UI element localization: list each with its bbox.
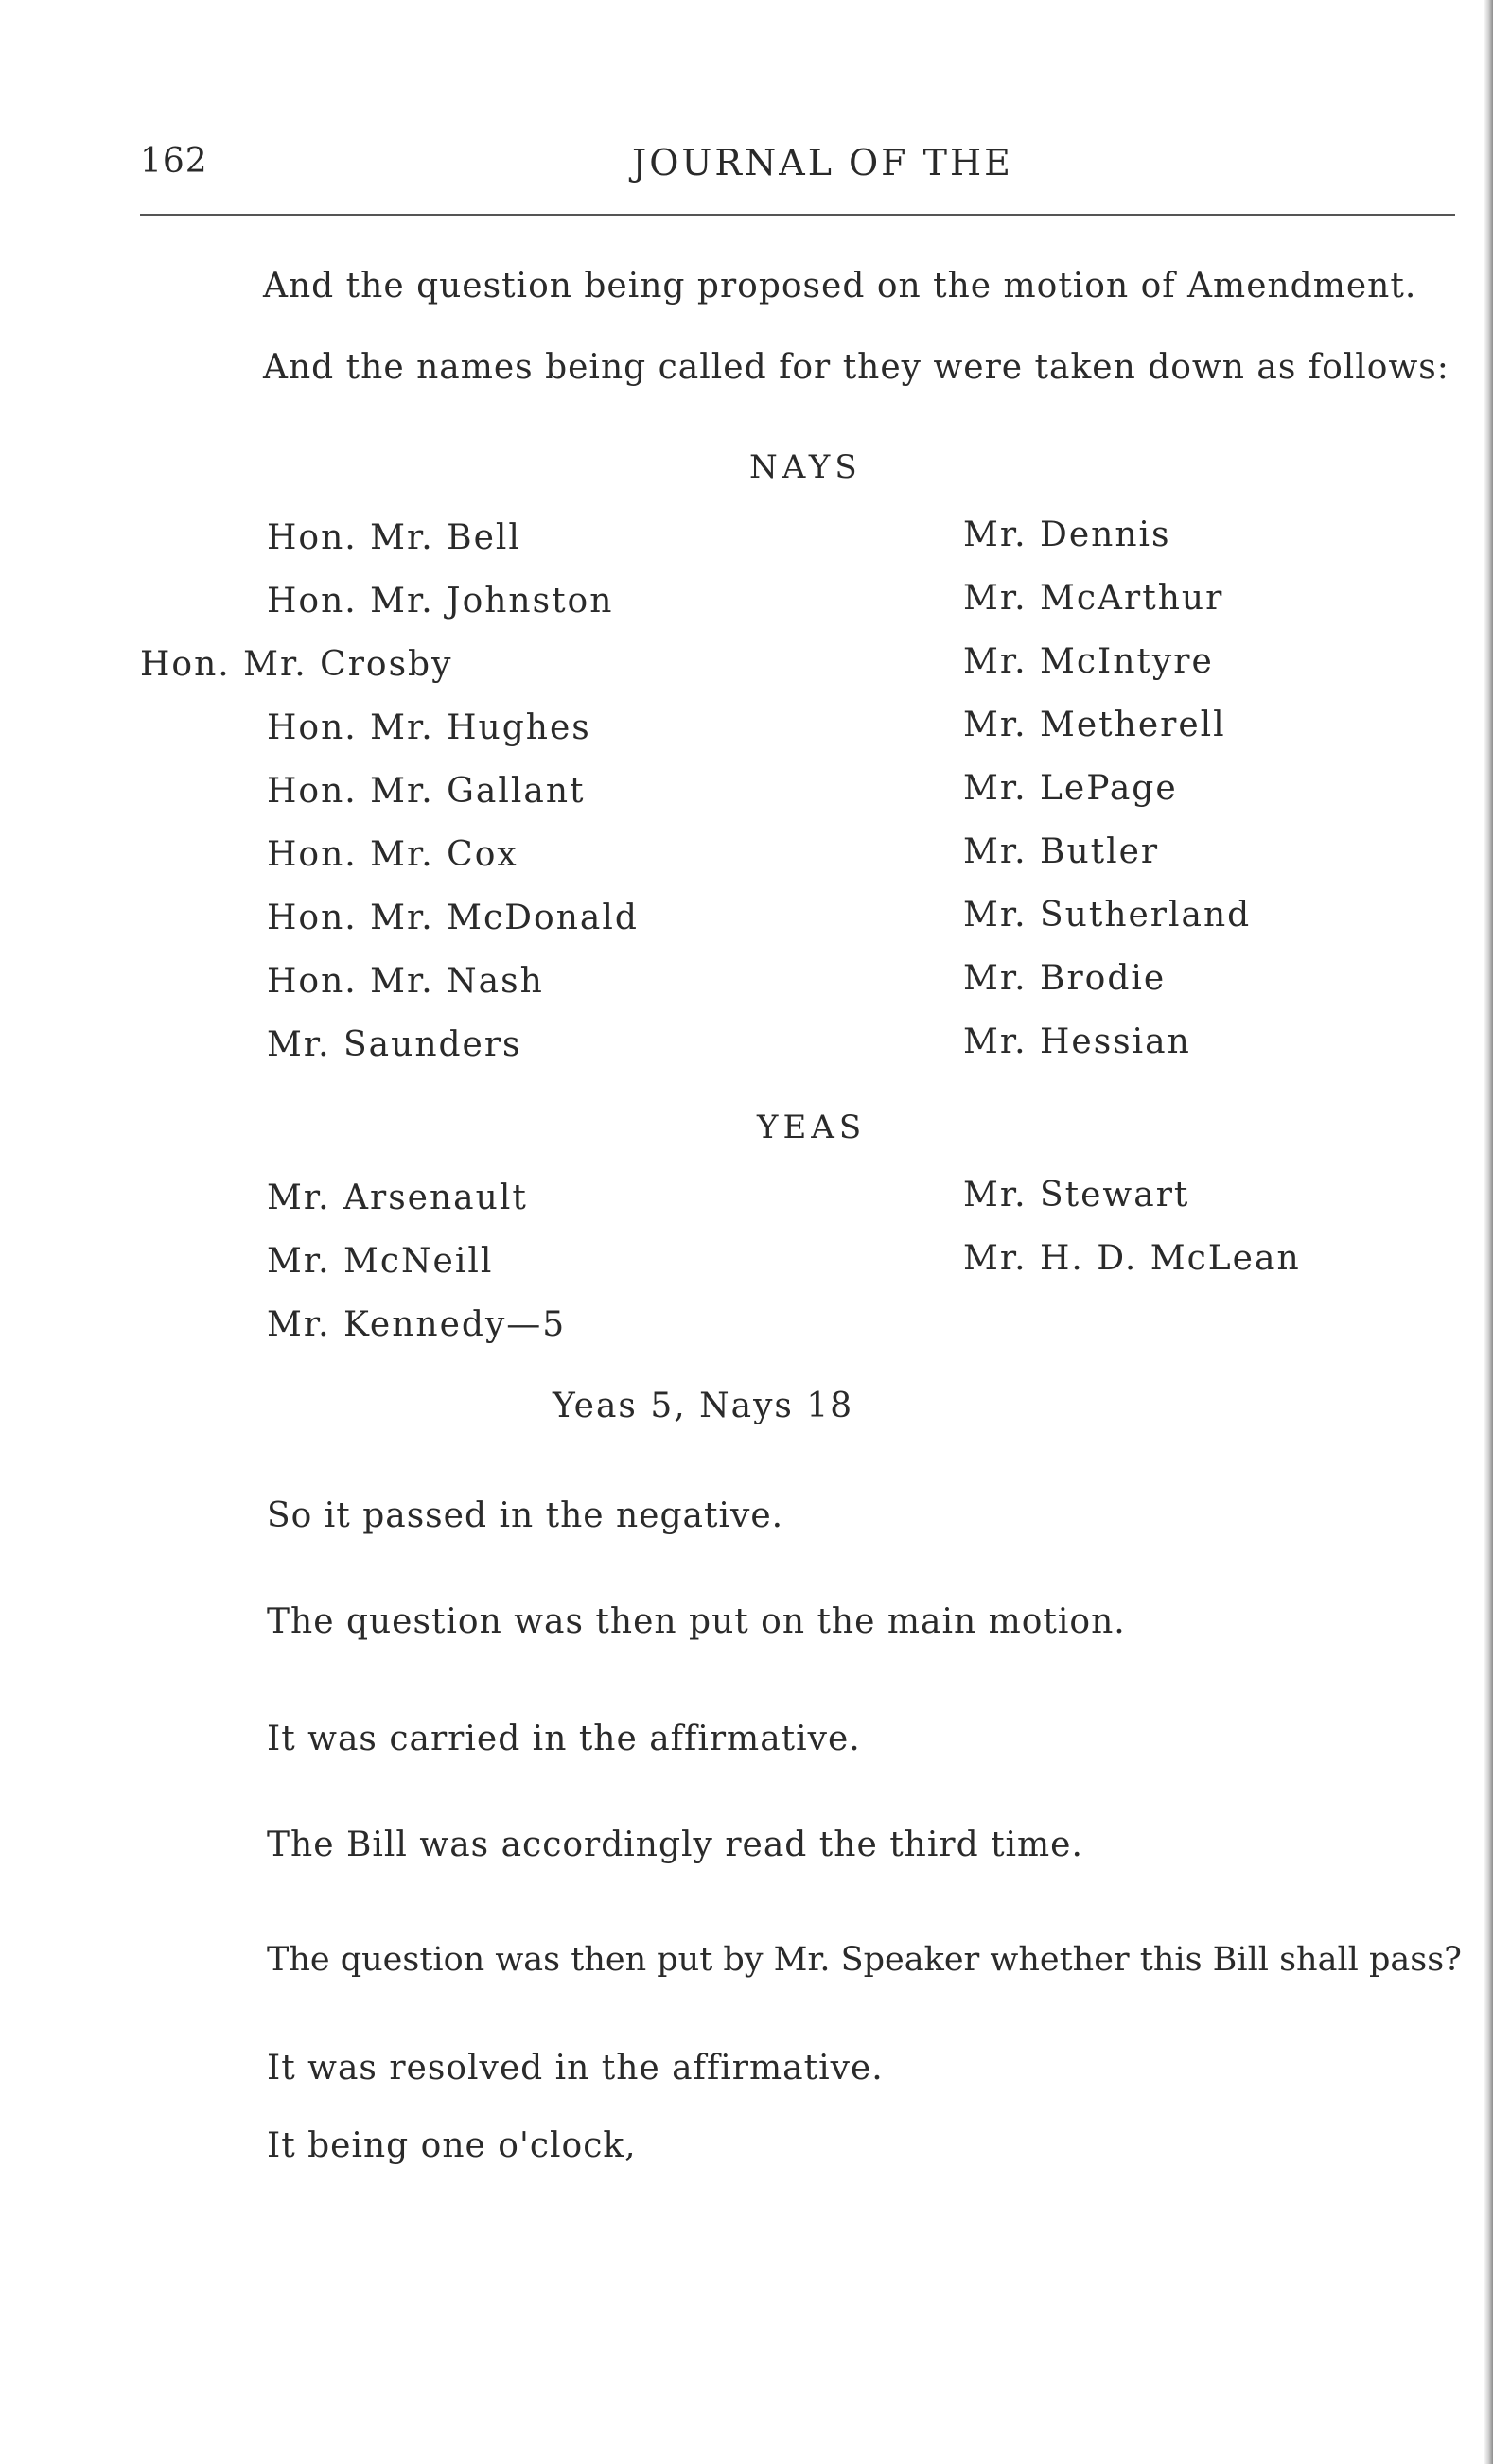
nay-member: Mr. McArthur [963,579,1224,618]
nay-member: Hon. Mr. Gallant [267,772,586,811]
nay-member: Mr. Butler [963,832,1160,871]
nay-member: Hon. Mr. Hughes [267,708,591,747]
page-edge-shadow [1484,0,1493,2464]
yea-member: Mr. McNeill [267,1242,494,1281]
nay-member: Mr. Dennis [963,516,1171,554]
nay-member: Mr. Sutherland [963,896,1252,935]
yea-member: Mr. Stewart [963,1176,1190,1215]
proceedings-line: So it passed in the negative. [267,1496,784,1535]
nays-heading: NAYS [749,448,862,486]
proceedings-line: It was carried in the affirmative. [267,1720,861,1758]
proceedings-line: The question was then put by Mr. Speaker whether this Bill shall pass? [267,1941,1462,1979]
nay-member: Hon. Mr. Cox [267,835,518,874]
nay-member: Mr. McIntyre [963,642,1214,681]
nay-member: Hon. Mr. Crosby [140,645,453,684]
proceedings-line: The question was then put on the main motion. [267,1602,1126,1641]
nay-member: Hon. Mr. Johnston [267,582,614,620]
nay-member: Mr. Brodie [963,959,1167,998]
intro-line: And the question being proposed on the motion of Amendment. [263,267,1417,306]
page-number: 162 [140,142,208,181]
proceedings-line: It being one o'clock, [267,2126,637,2165]
nay-member: Mr. Saunders [267,1025,522,1064]
proceedings-line: It was resolved in the affirmative. [267,2049,884,2088]
nay-member: Hon. Mr. Nash [267,962,544,1001]
intro-line: And the names being called for they were taken down as follows: [263,348,1449,387]
nay-member: Hon. Mr. Bell [267,518,521,557]
header-rule [140,214,1455,216]
yea-member: Mr. Kennedy—5 [267,1305,567,1344]
nay-member: Mr. Hessian [963,1022,1191,1061]
yea-member: Mr. Arsenault [267,1179,528,1217]
proceedings-line: The Bill was accordingly read the third time. [267,1826,1083,1864]
running-head: JOURNAL OF THE [632,142,1013,183]
yea-member: Mr. H. D. McLean [963,1239,1301,1278]
nay-member: Mr. Metherell [963,706,1226,744]
vote-tally: Yeas 5, Nays 18 [553,1387,854,1425]
nay-member: Mr. LePage [963,769,1178,808]
yeas-heading: YEAS [757,1109,867,1146]
nay-member: Hon. Mr. McDonald [267,899,639,937]
